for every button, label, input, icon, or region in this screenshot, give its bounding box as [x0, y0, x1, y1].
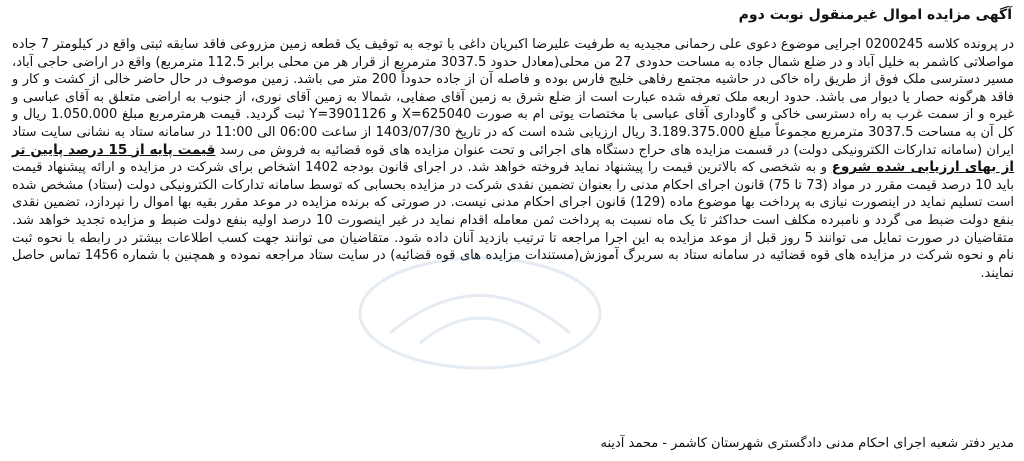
notice-title: آگهی مزایده اموال غیرمنقول نوبت دوم	[738, 7, 1012, 23]
notice-body-emphasis: قیمت پایه از 15 درصد پایین تر از بهای ارزیابی شده شروع	[12, 141, 1014, 176]
notice-body-part2: و به شخصی که بالاترین قیمت را پیشنهاد نماید فروخته خواهد شد. در اجرای قانون بودجه 1402 اشخاص برای شرکت در مزایده و ارائه پیشنهاد قیمت باید 10 درصد قیمت مقرر در مواد (73 تا 75) قانون اجرای احکام مدنی را بعنوان تضمین نقدی شرکت در مزایده بحسابی که توسط سامانه تدارکات الکترونیکی دولت (ستاد) مشخص شده است تسلیم نماید در اینصورت نیازی به پرداخت بها موضوع ماده (129) قانون اجرای احکام مدنی نیست. در صورتی که برنده مزایده در موعد مقرر بقیه بها اموال را نپردازد، تضمین نقدی بنفع دولت ضبط می گردد و نامبرده مکلف است حداکثر تا یک ماه نسبت به پرداخت ثمن معامله اقدام نماید در غیر اینصورت 10 درصد اولیه بنفع دولت ضبط و مزایده تجدید خواهد شد. متقاضیان در صورت تمایل می توانند 5 روز قبل از موعد مزایده به این اجرا مراجعه تا ترتیب بازدید آنان داده شود. متقاضیان می توانند جهت کسب اطلاعات بیشتر در رابطه با نحوه ثبت نام و نحوه شرکت در مزایده های قوه قضائیه در سامانه ستاد به سربرگ آموزش(مستندات مزایده های قوه قضائیه) در سایت ستاد مراجعه نموده و همچنین با شماره 1456 تماس حاصل نمایند.	[12, 160, 1015, 281]
notice-footer-signature: مدیر دفتر شعبه اجرای احکام مدنی دادگستری شهرستان کاشمر - محمد آدینه	[600, 436, 1014, 451]
notice-body-part1: در پرونده کلاسه 0200245 اجرایی موضوع دعوی علی رحمانی مجیدیه به طرفیت علیرضا اکبریان داغی با توجه به توقیف یک قطعه زمین مزروعی فاقد سابقه ثبتی واقع در کیلومتر 7 جاده مواصلاتی کاشمر به خلیل آباد و در ضلع شمال جاده به مساحت حدودی 27 من محلی(معادل حدود 3037.5 مترمربع از قرار هر من محلی برابر 112.5 مترمربع) واقع در اراضی حاجی آباد، مسیر دسترسی ملک فوق از طریق راه خاکی در حاشیه مجتمع رفاهی خلیج فارس بوده و فاصله آن از جاده حدوداً 200 متر می باشد. زمین موصوف در حال حاضر خالی از کشت و کار و فاقد هرگونه حصار یا دیوار می باشد. حدود اربعه ملک تعرفه شده عبارت است از ضلع شرق به زمین آقای صفایی، شمالا به زمین آقای نوری، از جنوب به اراضی متعلق به آقای عباسی و غیره و از سمت غرب به راه دسترسی خاکی و گاوداری آقای عباسی با مختصات یوتی ام به صورت X=625040 و Y=3901126 ثبت گردید. قیمت هرمترمربع مبلغ 1.050.000 ریال و کل آن به مساحت 3037.5 مترمربع مجموعاً مبلغ 3.189.375.000 ریال ارزیابی شده است که در تاریخ 1403/07/30 از ساعت 06:00 الی 11:00 در سامانه ستاد به نشانی سایت ستاد ایران (سامانه تدارکات الکترونیکی دولت) در قسمت مزایده های حراج دستگاه های اجرائی و تحت عنوان مزایده های قوه قضائیه به فروش می رسد	[12, 37, 1014, 158]
notice-body	[12, 36, 1014, 282]
